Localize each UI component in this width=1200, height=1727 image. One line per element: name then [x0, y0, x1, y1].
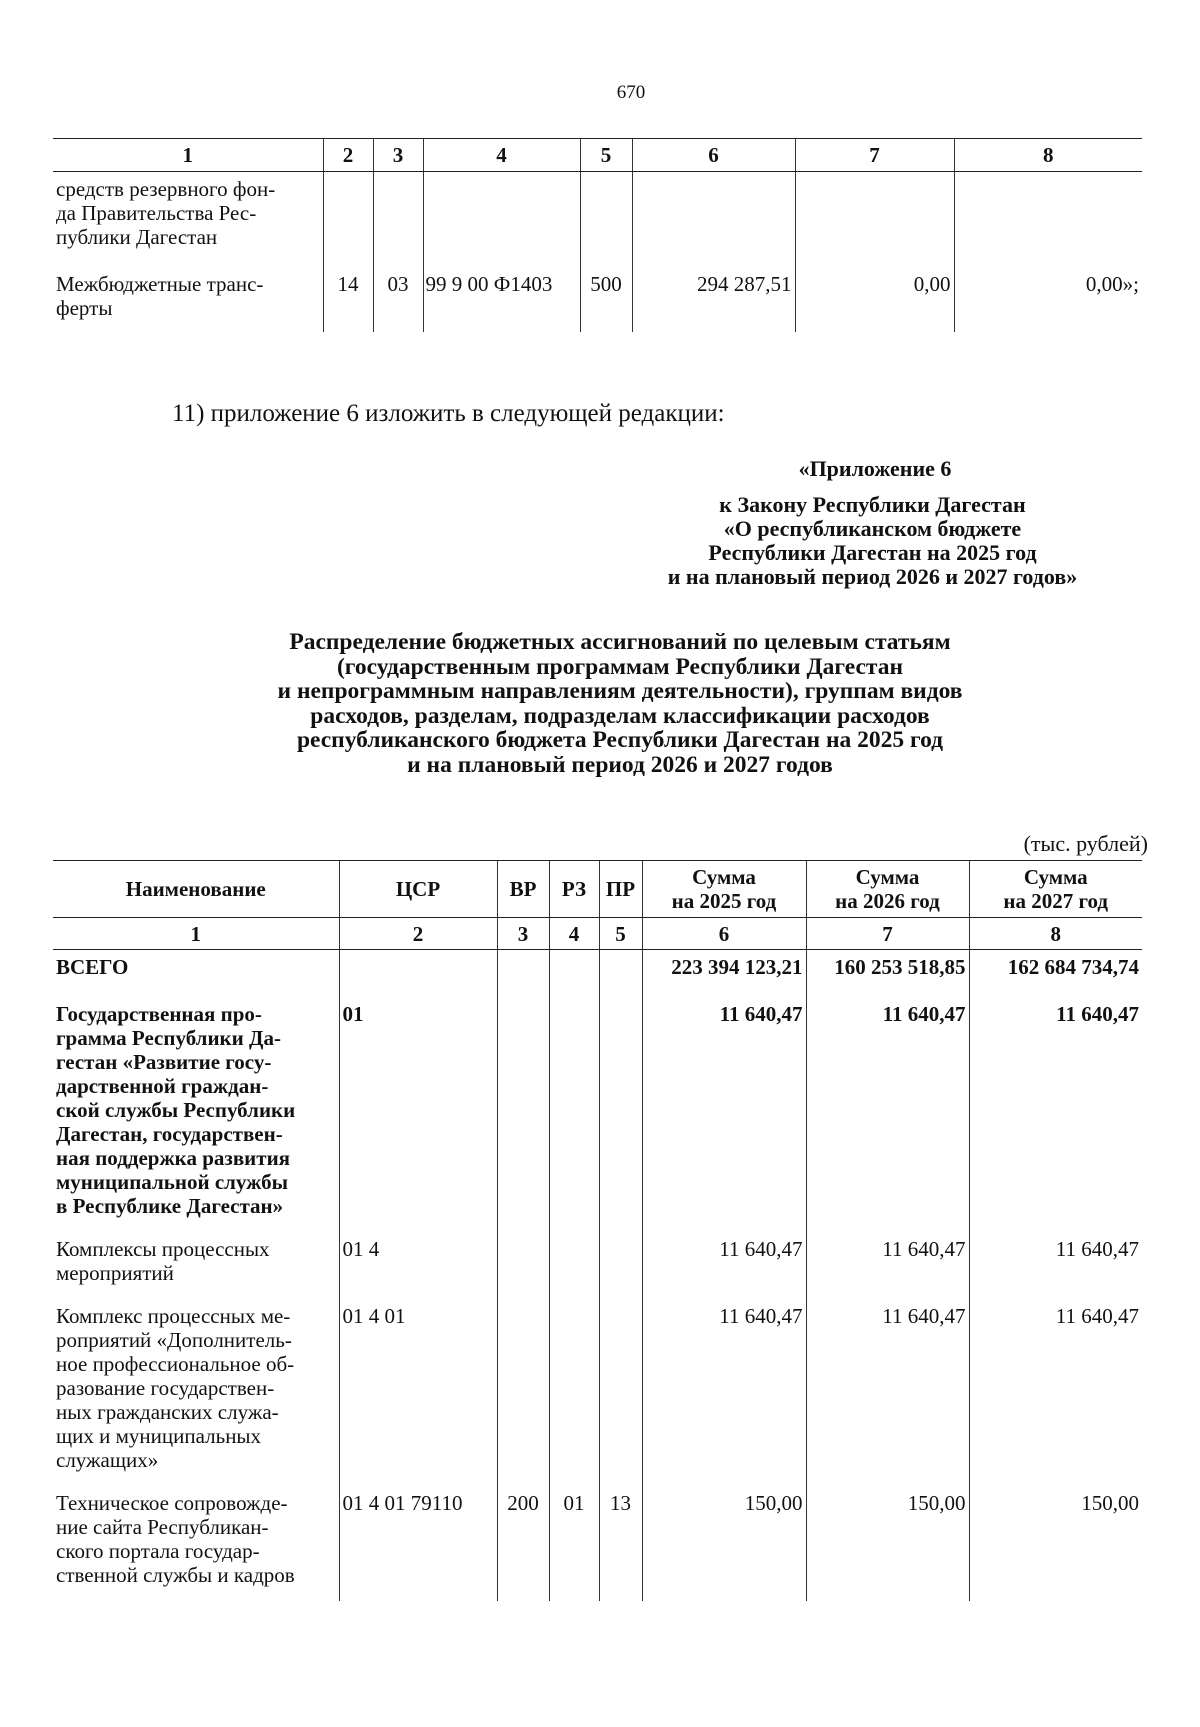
column-number: 7 [806, 918, 969, 950]
continuation-table [53, 138, 1142, 332]
cell-vr [497, 997, 549, 1232]
cell-sum-2027: 162 684 734,74 [969, 950, 1142, 997]
cell-csr: 01 4 [339, 1232, 497, 1299]
column-number: 6 [632, 139, 795, 172]
cell-rz [549, 997, 599, 1232]
header-pr: ПР [599, 861, 642, 918]
amendment-paragraph: 11) приложение 6 изложить в следующей редакции: [172, 400, 725, 427]
appendix-title: «Приложение 6 [798, 456, 952, 481]
cell-sum-2027: 11 640,47 [969, 1232, 1142, 1299]
cell-rz [549, 1232, 599, 1299]
cell-sum-2025: 294 287,51 [632, 272, 795, 332]
header-csr: ЦСР [339, 861, 497, 918]
table-row [53, 950, 1142, 997]
appendix-line: Республики Дагестан на 2025 год [708, 540, 1037, 565]
cell-rz: 01 [549, 1486, 599, 1601]
header-sum-2026: Сумма на 2026 год [806, 861, 969, 918]
column-number: 7 [795, 139, 954, 172]
cell-sum-2025: 11 640,47 [642, 1232, 806, 1299]
column-number: 1 [53, 918, 339, 950]
column-number: 8 [969, 918, 1142, 950]
row-name: ВСЕГО [56, 955, 129, 979]
title-line: Распределение бюджетных ассигнований по целевым статьям [289, 629, 951, 655]
row-name: Государственная про- грамма Республики Да- гестан «Развитие госу- дарственной граждан- ской службы Республики Дагестан, государствен- ная поддержка развития муниципальной службы в Республике Дагестан» [56, 1001, 296, 1218]
cell-pr [373, 172, 423, 272]
cell-sum-2026: 11 640,47 [806, 1232, 969, 1299]
header-sum-2025: Сумма на 2025 год [642, 861, 806, 918]
cell-pr [599, 1299, 642, 1486]
cell-vr [497, 1299, 549, 1486]
cell-pr: 13 [599, 1486, 642, 1601]
row-name: Комплексы процессных мероприятий [56, 1236, 270, 1285]
table-row [53, 1232, 1142, 1299]
cell-sum-2027: 11 640,47 [969, 997, 1142, 1232]
title-line: расходов, разделам, подразделам классификации расходов [310, 702, 930, 729]
cell-sum-2027 [954, 172, 1142, 272]
cell-csr: 01 4 01 [339, 1299, 497, 1486]
cell-rz: 14 [323, 272, 373, 332]
cell-rz [549, 950, 599, 997]
page-number: 670 [616, 82, 646, 103]
table-row [53, 997, 1142, 1232]
table-row [53, 1299, 1142, 1486]
column-number: 3 [373, 139, 423, 172]
cell-sum-2025 [632, 172, 795, 272]
cell-vr [497, 1232, 549, 1299]
cell-sum-2026: 11 640,47 [806, 997, 969, 1232]
cell-sum-2027: 11 640,47 [969, 1299, 1142, 1486]
column-number: 6 [642, 918, 806, 950]
column-number: 3 [497, 918, 549, 950]
cell-sum-2026: 150,00 [806, 1486, 969, 1601]
title-line: и непрограммным направлениям деятельности), группам видов [277, 678, 963, 704]
table-header-row [53, 139, 1142, 172]
column-number-row [53, 918, 1142, 950]
cell-rz [549, 1299, 599, 1486]
column-number: 2 [339, 918, 497, 950]
cell-csr [339, 950, 497, 997]
document-title [200, 630, 1040, 777]
units-label: (тыс. рублей) [1023, 831, 1148, 856]
column-number: 4 [423, 139, 580, 172]
cell-pr [599, 1232, 642, 1299]
column-number: 4 [549, 918, 599, 950]
table-row [53, 1486, 1142, 1601]
cell-vr: 200 [497, 1486, 549, 1601]
cell-csr: 01 [339, 997, 497, 1232]
cell-csr: 01 4 01 79110 [339, 1486, 497, 1601]
cell-sum-2026: 160 253 518,85 [806, 950, 969, 997]
appendix-line: «О республиканском бюджете [723, 516, 1022, 541]
cell-sum-2026: 0,00 [795, 272, 954, 332]
cell-vr [580, 172, 632, 272]
cell-sum-2027: 0,00»; [954, 272, 1142, 332]
appendix-line: и на плановый период 2026 и 2027 годов» [667, 564, 1078, 589]
header-sum-2027: Сумма на 2027 год [969, 861, 1142, 918]
cell-csr [423, 172, 580, 272]
cell-sum-2026: 11 640,47 [806, 1299, 969, 1486]
cell-sum-2025: 11 640,47 [642, 1299, 806, 1486]
cell-pr [599, 950, 642, 997]
title-line: и на плановый период 2026 и 2027 годов [407, 751, 833, 778]
column-number: 5 [580, 139, 632, 172]
column-number: 1 [53, 139, 323, 172]
table-row [53, 272, 1142, 332]
cell-sum-2027: 150,00 [969, 1486, 1142, 1601]
budget-table [53, 860, 1142, 1601]
cell-sum-2025: 223 394 123,21 [642, 950, 806, 997]
cell-vr [497, 950, 549, 997]
cell-sum-2026 [795, 172, 954, 272]
row-name: Комплекс процессных ме- роприятий «Дополнитель- ное профессиональное об- разование государствен- ных гражданских служа- щих и муниципальных служащих» [56, 1303, 295, 1472]
column-number: 2 [323, 139, 373, 172]
header-rz: РЗ [549, 861, 599, 918]
appendix-line: к Закону Республики Дагестан [719, 492, 1026, 517]
table-row [53, 172, 1142, 272]
cell-pr [599, 997, 642, 1232]
row-name: средств резервного фон- да Правительства Рес- публики Дагестан [56, 177, 276, 249]
column-number: 5 [599, 918, 642, 950]
cell-rz [323, 172, 373, 272]
row-name: Техническое сопровожде- ние сайта Республикан- ского портала государ- ственной службы и кадров [56, 1490, 295, 1587]
cell-pr: 03 [373, 272, 423, 332]
header-name: Наименование [53, 861, 339, 918]
cell-sum-2025: 11 640,47 [642, 997, 806, 1232]
cell-vr: 500 [580, 272, 632, 332]
header-vr: ВР [497, 861, 549, 918]
title-line: республиканского бюджета Республики Дагестан на 2025 год [296, 727, 944, 753]
cell-csr: 99 9 00 Ф1403 [423, 272, 580, 332]
column-number: 8 [954, 139, 1142, 172]
title-line: (государственным программам Республики Дагестан [336, 653, 904, 680]
row-name: Межбюджетные транс- ферты [56, 271, 264, 320]
cell-sum-2025: 150,00 [642, 1486, 806, 1601]
table-header-row [53, 861, 1142, 918]
